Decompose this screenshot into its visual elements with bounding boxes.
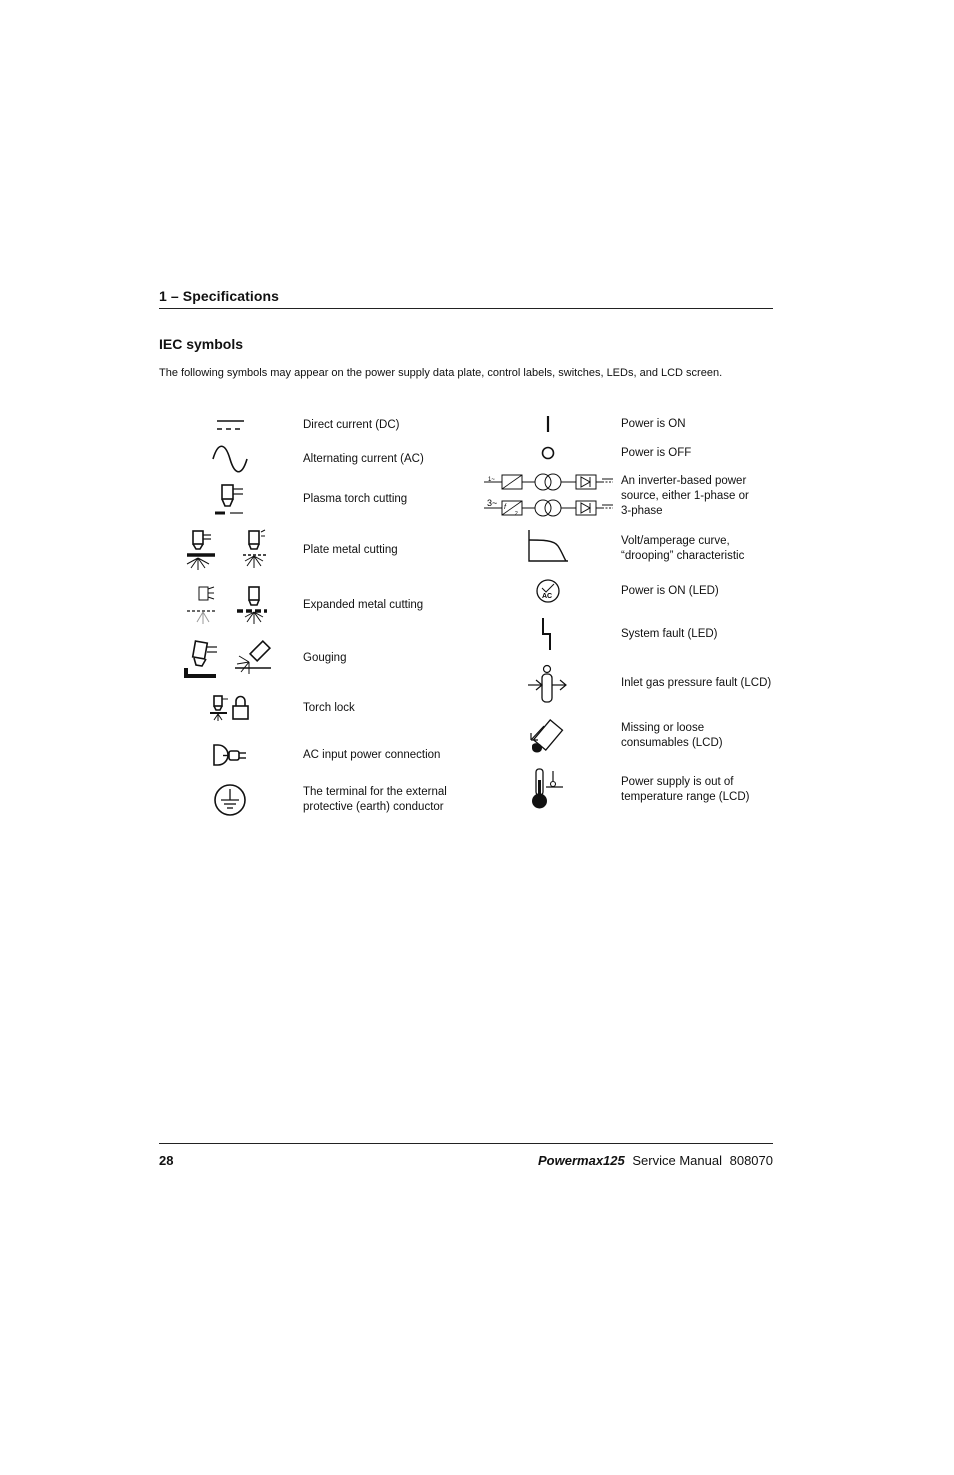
svg-text:f: f <box>504 504 506 511</box>
direct-current-icon <box>214 416 248 434</box>
svg-text:3~: 3~ <box>487 498 498 508</box>
header-rule <box>159 308 773 309</box>
label-missing-consumables: Missing or loose consumables (LCD) <box>621 722 723 749</box>
power-on-icon <box>542 414 554 434</box>
alternating-current-icon <box>210 444 250 474</box>
system-fault-icon <box>538 616 556 652</box>
label-power-off: Power is OFF <box>621 447 692 459</box>
label-inverter-power-source: An inverter-based power source, either 1-phase or 3-phase <box>621 475 749 517</box>
chapter-heading: 1 – Specifications <box>159 288 280 304</box>
label-system-fault: System fault (LED) <box>621 628 718 640</box>
temperature-range-icon <box>529 766 567 812</box>
gas-pressure-fault-icon <box>526 664 570 704</box>
label-drooping-curve: Volt/amperage curve, “drooping” characteristic <box>621 535 745 562</box>
gouging-icon <box>183 638 275 680</box>
footer-rule <box>159 1143 773 1144</box>
torch-lock-icon <box>209 694 251 722</box>
expanded-metal-cutting-icon <box>185 584 271 628</box>
label-gouging: Gouging <box>303 652 347 664</box>
label-gas-pressure-fault: Inlet gas pressure fault (LCD) <box>621 677 772 689</box>
label-plasma-torch-cutting: Plasma torch cutting <box>303 493 408 505</box>
label-torch-lock: Torch lock <box>303 702 355 714</box>
intro-paragraph: The following symbols may appear on the power supply data plate, control labels, switches, LEDs, and LCD screen. <box>159 367 723 379</box>
svg-text:2: 2 <box>515 511 518 517</box>
footer-part-number: 808070 <box>729 1153 773 1168</box>
footer-title <box>538 1153 773 1168</box>
power-off-icon <box>538 443 558 463</box>
protective-earth-icon <box>212 782 248 818</box>
plate-metal-cutting-icon <box>185 528 271 572</box>
label-power-on: Power is ON <box>621 418 686 430</box>
label-protective-earth: The terminal for the external protective (earth) conductor <box>303 786 447 813</box>
inverter-power-source-icon <box>482 472 616 520</box>
label-ac-input-power: AC input power connection <box>303 749 441 761</box>
missing-consumables-icon <box>526 716 570 756</box>
ac-input-plug-icon <box>212 743 248 767</box>
footer-manual: Service Manual <box>632 1153 722 1168</box>
footer-brand: Powermax125 <box>538 1153 625 1168</box>
label-plate-metal-cutting: Plate metal cutting <box>303 544 398 556</box>
svg-text:AC: AC <box>542 593 553 600</box>
power-on-led-icon <box>535 578 561 604</box>
page-number: 28 <box>159 1153 174 1168</box>
plasma-torch-icon <box>213 482 247 516</box>
label-alternating-current: Alternating current (AC) <box>303 453 424 465</box>
drooping-curve-icon <box>526 528 570 564</box>
label-temperature-range: Power supply is out of temperature range (LCD) <box>621 776 750 803</box>
label-power-on-led: Power is ON (LED) <box>621 585 719 597</box>
svg-text:1~: 1~ <box>488 477 495 483</box>
label-expanded-metal-cutting: Expanded metal cutting <box>303 599 424 611</box>
section-title: IEC symbols <box>159 336 244 352</box>
label-direct-current: Direct current (DC) <box>303 419 400 431</box>
